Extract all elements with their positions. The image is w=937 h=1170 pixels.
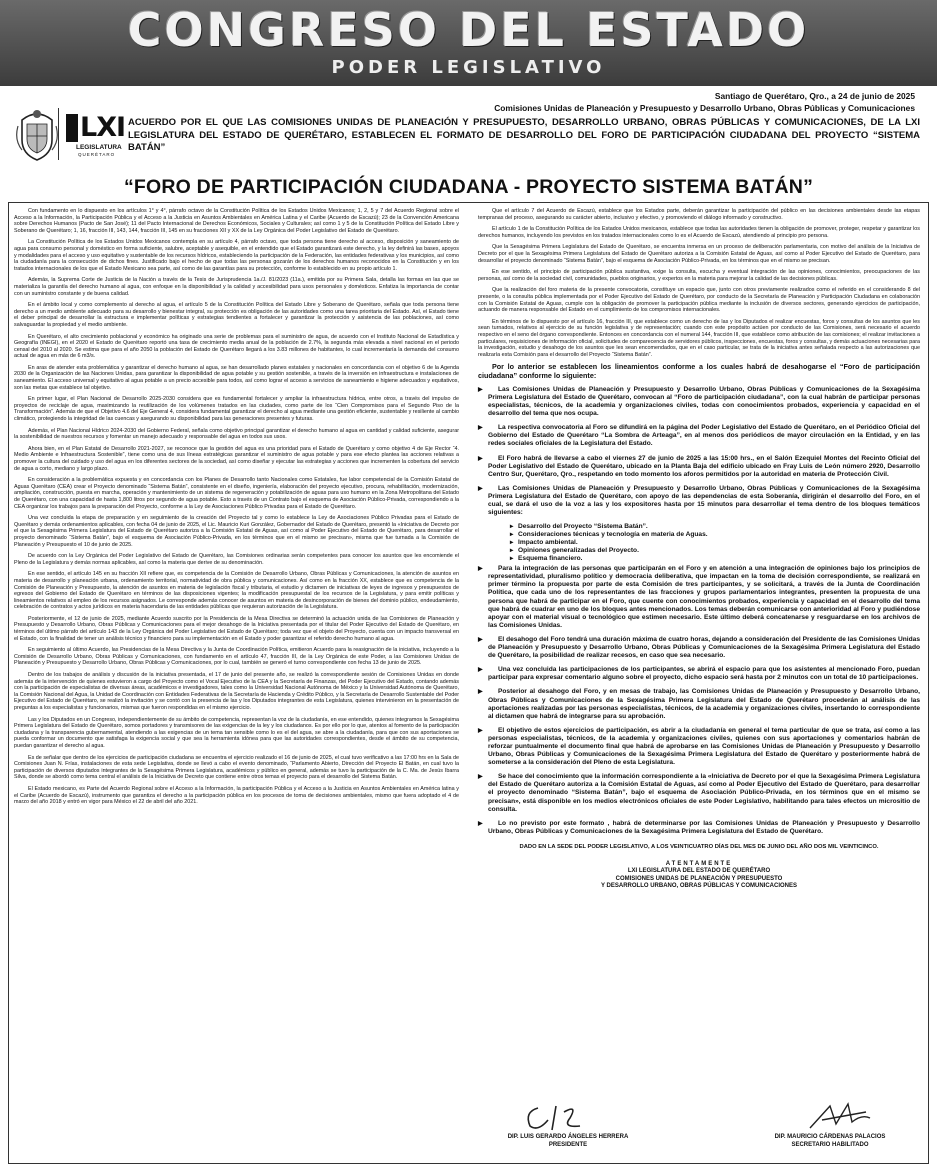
lxi-number: LXI — [80, 112, 126, 143]
paragraph: Dentro de los trabajos de análisis y discusión de la iniciativa presentada, el 17 de junio del presente año, se realizó la correspondiente sesión de Comisiones Unidas en donde además de la intervención de quienes estuvieron a cargo del Proyecto como el Vocal Ejecutivo de la CEA y la Secretaría de Finanzas, del Poder Ejecutivo del Estado, contando además con la participación de especialistas de diversas áreas, académicos e investigadores, tales como la Universidad Nacional Autónoma de México y la Universidad Autónoma de Querétaro, la Comisión Nacional del Agua, la Unidad de Coordinación con Entidades Federativas de la Secretaría de Hacienda y Crédito Público, y la Secretaría de Desarrollo Sustentable del Poder Ejecutivo del Estado de Querétaro, se realizó la invitación y se contó con la presencia de las y los Diputados integrantes de esta Legislatura, quienes intervinieron en la presentación de preguntas a los especialistas y funcionarios, mismas que fueron respondidas en el mismo ejercicio. — [14, 672, 459, 711]
lxi-logo — [66, 112, 126, 160]
date-text: Santiago de Querétaro, Qro., a 24 de junio de 2025 — [714, 91, 915, 101]
topic-item: ▸ Consideraciones técnicas y tecnología en materia de Aguas. — [510, 531, 920, 539]
dado-statement: DADO EN LA SEDE DEL PODER LEGISLATIVO, A LOS VEINTICUATRO DÍAS DEL MES DE JUNIO DEL AÑO DOS MIL VEINTICINCO. — [519, 843, 879, 850]
committees-text: Comisiones Unidas de Planeación y Presupuesto y Desarrollo Urbano, Obras Públicas y Comunicaciones — [494, 103, 915, 113]
paragraph: En el ámbito local y como complemento al derecho al agua, el artículo 5 de la Constitución Política del Estado Libre y Soberano de Querétaro, señala que toda persona tiene derecho a un medio ambiente adecuado para su desarrollo y bienestar integral, su protección es obligación de las autoridades como una tarea prioritaria del Estado. Así, el Estado tiene el deber principal de desarrollar la estructura e implementar políticas y estrategias tendientes a fortalecer y garantizar la protección y asistencia de las poblaciones, así como salvaguardar la propiedad y el medio ambiente. — [14, 302, 459, 328]
signature-scribble-icon — [508, 1100, 628, 1134]
paragraph: Una vez concluida la etapa de preparación y en seguimiento de la creación del Proyecto tal y como lo establece la Ley de Asociaciones Público Privadas para el Estado de Querétaro y demás ordenamientos aplicables, con fecha 04 de junio de 2025, el Lic. Mauricio Kuri González, Gobernador del Estado de Querétaro, presentó la «Iniciativa de Decreto por el que la Sexagésima Primera Legislatura del Estado de Querétaro autoriza a la Comisión Estatal de Aguas, así como al Poder Ejecutivo del Estado de Querétaro, para desarrollar el proyecto denominado “Sistema Batán”, bajo el esquema de Asociación Público-Privada, en los términos que en el mismo se precisan», misma que fue turnada a la Comisión de Planeación y Presupuesto el 10 de junio de 2025. — [14, 515, 459, 548]
guideline-item: ▶ Se hace del conocimiento que la información correspondiente a la «Iniciativa de Decreto por el que la Sexagésima Primera Legislatura del Estado de Querétaro autoriza a la Comisión Estatal de Aguas, así como al Poder Ejecutivo del Estado de Querétaro, para desarrollar el proyecto denominado “Sistema Batán”, bajo el esquema de Asociación Público-Privada, en los términos que en el mismo se precisan», está disponible en los medios electrónicos oficiales de este Poder Legislativo, habilitando para tales efectos un micrositio de consulta. — [478, 773, 920, 813]
paragraph: Además, la Suprema Corte de Justicia de la Nación a través de la Tesis de Jurisprudencia 1a./J. 81/2023 (11a.), emitida por su Primera Sala, detalla las formas en las que se materializa la garantía del derecho humano al agua, con enfoque en la disponibilidad y la calidad y accesibilidad para usos personales y domésticos. Enfatiza la importancia de contar con un suministro constante y de buena calidad. — [14, 277, 459, 297]
paragraph: El Estado mexicano, es Parte del Acuerdo Regional sobre el Acceso a la Información, la participación Pública y el Acceso a la Justicia en Asuntos Ambientales en América latina y el Caribe (Acuerdo de Escazú), instrumento que garantiza el derecho a la participación pública en los procesos de toma de decisiones ambientales, mismo que fuera adoptado el 4 de marzo del año 2018 y entró en vigor para México el 22 de abril del año 2021. — [14, 785, 459, 806]
paragraph: Que la Sexagésima Primera Legislatura del Estado de Querétaro, se encuentra inmersa en un proceso de deliberación parlamentaria, con motivo del análisis de la Iniciativa de Decreto por el que la Sexagésima Primera Legislatura del Estado de Querétaro autoriza a la Comisión Estatal de Aguas, así como al Poder Ejecutivo del Estado de Querétaro, para desarrollar el proyecto denominado “Sistema Batán”, bajo el esquema de Asociación Público-Privada, en los términos que en el mismo se precisan. — [478, 244, 920, 264]
atentamente-line: COMISIONES UNIDAS DE PLANEACIÓN Y PRESUPUESTO — [615, 875, 783, 882]
paragraph: La Constitución Política de los Estados Unidos Mexicanos contempla en su artículo 4, párrafo octavo, que toda persona tiene derecho al acceso, disposición y saneamiento de agua para consumo personal y doméstico en forma suficiente, salubre, aceptable y asequible, en el entendido que el Estado garantizará este derecho, y la ley definirá las bases, apoyos y modalidades para el acceso y uso equitativo y sustentable de los recursos hídricos, estableciendo la participación de la Federación, las entidades federativas y los municipios, así como la ciudadanía para la consecución de dichos fines. Justificado bajo el hecho de que todas las personas gozarán de los derechos humanos reconocidos en la Constitución y en los tratados internacionales de los que el Estado Mexicano sea parte, así como de las garantías para su protección, conforme lo establecido en su propio artículo 1. — [14, 239, 459, 272]
paragraph: Que el artículo 7 del Acuerdo de Escazú, establece que los Estados parte, deberán garantizar la participación del público en las decisiones ambientales desde las etapas tempranas del proceso, asegurando su carácter abierto, inclusivo y efectivo, y promoviendo el diálogo informado y constructivo. — [478, 208, 920, 221]
paragraph: En términos de lo dispuesto por el artículo 16, fracción III, que establece como un derecho de las y los Diputados el realizar encuestas, foros y consultas de los asuntos que les sean turnados, relativos al ejercicio de su función legislativa y de representación; cuando con este propósito actúen por conducto de las Comisiones, será necesario el acuerdo respectivo en el seno del órgano correspondiente. Entonces en concordancia con el numeral 144, fracción III, que establece como atribución de las comisiones; el realizar invitaciones a particulares, requisiciones de información oficial, solicitudes de comparecencia de servidores públicos, inspecciones, encuestas, foros y consultas, y demás actuaciones necesarias para la investigación, estudio y desahogo de los asuntos que les sean encomendados, que en el caso particular, se trata de la iniciativa antes señalada respecto a las autorizaciones que realizaría esta Comisión para el desarrollo del Proyecto “Sistema Batán”. — [478, 318, 920, 358]
signer-right — [740, 1100, 920, 1149]
topic-item: ▸ Impacto ambiental. — [510, 539, 920, 547]
topic-item: ▸ Desarrollo del Proyecto “Sistema Batán”. — [510, 523, 920, 531]
signer-name: DIP. MAURICIO CÁRDENAS PALACIOS — [774, 1134, 886, 1140]
lxi-label: LEGISLATURA — [76, 144, 122, 151]
paragraph: Ahora bien, en el Plan Estatal de Desarrollo 2021-2027, se reconoce que la gestión del agua es una prioridad para el Estado de Querétaro y como objetivo 4 de Eje Rector “4. Medio Ambiente e Infraestructura Sostenible”, tiene como una de sus líneas estratégicas garantizar el suministro de agua potable y para ese efecto plantea las acciones relativas a promover la cultura del cuidado y uso del agua en los diferentes sectores de la sociedad, así como diseñar y ejecutar las estrategias y acciones que incrementen la cobertura del servicio de agua a corto, mediano y largo plazo. — [14, 445, 459, 472]
paragraph: Las y los Diputados en un Congreso, independientemente de su ámbito de competencia, representan la voz de la ciudadanía, en ese entendido, quienes integramos la Sexagésima Primera Legislatura del Estado de Querétaro, somos portadores y transmisores de las exigencias de la ley y los ciudadanos. Es por ello por lo que, atentos al fomento de la participación ciudadana y la transparencia gubernamental, atendiendo a las exigencias de un tema tan sensible como lo es el del agua, se abre a la ciudadanía, para que con sus aportaciones se pueda conformar un documento que satisfaga la exigencia social y que sea la herramienta idónea para que las autoridades correspondientes, desde el ámbito de su competencia, puedan garantizar el derecho al agua. — [14, 716, 459, 749]
signer-role: PRESIDENTE — [548, 1141, 588, 1148]
topic-item: ▸ Esquema financiero. — [510, 555, 920, 563]
signer-name: DIP. LUIS GERARDO ÁNGELES HERRERA — [507, 1134, 629, 1140]
paragraph: En consideración a la problemática expuesta y en concordancia con los Planes de Desarrollo tanto Nacionales como Estatales, fue labor competencial de la Comisión Estatal de Aguas Querétaro (CEA) crear el Proyecto denominado “Sistema Batán”, consistente en el diseño, ingeniería, elaboración del proyecto ejecutivo, procura, rehabilitación, modernización, ampliación, construcción, puesta en marcha, operación y mantenimiento de un sistema de regeneración y potabilización de aguas para uso humano en la Zona Metropolitana del Estado de Querétaro, con una capacidad de hasta 1,800 litros por segundo de agua potable. Esto a través de un Contrato bajo el esquema de Asociación Público-Privada, correspondiendo a la CEA organizar los trabajos para la preparación del Proyecto, conforme a la Ley de Asociaciones Público Privadas para el Estado de Querétaro. — [14, 477, 459, 510]
topic-list — [510, 523, 920, 563]
atentamente-label: ATENTAMENTE — [665, 860, 733, 867]
guideline-item: ▶ Lo no previsto por este formato , habrá de determinarse por las Comisiones Unidas de Planeación y Presupuesto y Desarrollo Urbano, Obras Públicas y Comunicaciones de la Sexagésima Primera Legislatura del Estado de Querétaro. — [478, 820, 920, 836]
paragraph: En primer lugar, el Plan Nacional de Desarrollo 2025-2030 considera que es fundamental fortalecer y ampliar la infraestructura hídrica, entre otros, a través del impulso de proyectos de reciclaje de agua, maximizando la reutilización de los volúmenes tratados en las ciudades, como parte de los “Cien Compromisos para el Segundo Piso de la Transformación”. Además de que el Objetivo 4.6 del Eje General 4, considera fundamental garantizar el derecho al agua mediante una gestión eficiente, sustentable y resiliente al cambio climático, protegiendo la integridad de las cuencas y asegurando su disponibilidad para las generaciones presentes y futuras. — [14, 396, 459, 423]
guideline-item: ▶ Las Comisiones Unidas de Planeación y Presupuesto y Desarrollo Urbano, Obras Públicas y Comunicaciones de la Sexagésima Primera Legislatura del Estado de Querétaro, con apoyo de las dependencias de esta Soberanía, dirigirán el desarrollo del Foro, en el cual, se dará el uso de la voz a las y los expositores hasta por 15 minutos para desarrollar el tema dentro de los bloques temáticos siguientes: — [478, 485, 920, 517]
guideline-item: ▶ La respectiva convocatoria al Foro se difundirá en la página del Poder Legislativo del Estado de Querétaro, en el Periódico Oficial del Gobierno del Estado de Querétaro “La Sombra de Arteaga”, en al menos dos periódicos de mayor circulación en la Entidad, y en las redes sociales oficiales de la Legislatura del Estado. — [478, 424, 920, 448]
paragraph: Posteriormente, el 12 de junio de 2025, mediante Acuerdo suscrito por la Presidencia de la Mesa Directiva se determinó la actuación unida de las Comisiones de Planeación y Presupuesto y Desarrollo Urbano, Obras Públicas y Comunicaciones para el mejor desahogo de la Iniciativa presentada por el titular del Poder Ejecutivo del Estado de Querétaro, en términos del último párrafo del artículo 143 de la Ley Orgánica del Poder Legislativo del Estado de Querétaro; toda vez que el objeto del Proyecto, cuenta con un impacto transversal en el Estado, con la finalidad de tener un análisis técnico y financiero para su implementación en el Estado y poder garantizar el referido derecho humano al agua. — [14, 615, 459, 642]
guideline-item: ▶ Las Comisiones Unidas de Planeación y Presupuesto y Desarrollo Urbano, Obras Públicas y Comunicaciones de la Sexagésima Primera Legislatura del Estado de Querétaro, convocan al “Foro de participación ciudadana”, con la cual habrán de participar personas especialistas, técnicos, de la academia y organizaciones civiles, todas con conocimientos probados, experiencia y capacidad en el desarrollo del tema que nos ocupa. — [478, 386, 920, 418]
guideline-item: ▶ Para la integración de las personas que participarán en el Foro y en atención a una integración de opiniones bajo los principios de representatividad, pluralismo político y democracia deliberativa, que impactan en la toma de decisión correspondiente, se realizará en primer término la propuesta por parte de esta Comisión de tres participantes, y se solicitará, a través de la Junta de Coordinación Política, que cada uno de los representantes de las fracciones y grupos parlamentarios integrantes, presenten la propuesta de una persona que habrá de participar en el Foro, que cuente con conocimientos probados, experiencia y capacidad en el desarrollo del tema que habrá de cuadrar en uno de los bloques antes mencionados. Los temas deberán comunicarse con anterioridad al Foro y pudiéndose apoyar con el material visual o tecnológico que estimen necesario. Este último deberá concatenarse y resguardarse en los archivos de las Comisiones Unidas. — [478, 565, 920, 630]
paragraph: Además, el Plan Nacional Hídrico 2024-2030 del Gobierno Federal, señala como objetivo principal garantizar el derecho humano al agua en cantidad y calidad suficiente, asegurar la sostenibilidad de nuestros recursos y fomentar un manejo adecuado y responsable del agua en todos sus usos. — [14, 427, 459, 441]
dateline — [494, 90, 915, 114]
atentamente-block — [478, 861, 920, 891]
lxi-state: QUERÉTARO — [78, 152, 116, 157]
guideline-item: ▶ Una vez concluida las participaciones de los participantes, se abrirá el espacio para que los asistentes al mencionado Foro, puedan participar para expresar comentario alguno sobre el proyecto, dicho espacio será hasta por 2 minutos con un total de 10 participaciones. — [478, 666, 920, 682]
logo-divider — [58, 108, 59, 160]
masthead-subtitle: PODER LEGISLATIVO — [331, 57, 606, 78]
masthead-banner — [0, 0, 937, 86]
atentamente-line: Y DESARROLLO URBANO, OBRAS PÚBLICAS Y COMUNICACIONES — [600, 883, 798, 890]
paragraph: Con fundamento en lo dispuesto en los artículos 1° y 4°, párrafo octavo de la Constitución Política de los Estados Unidos Mexicanos; 1, 2, 5 y 7 del Acuerdo Regional sobre el Acceso a la Información, la Participación Pública y el Acceso a la Justicia en Asuntos Ambientales en América Latina y el Caribe (Acuerdo de Escazú); 23 de la Convención Americana sobre Derechos Humanos (Pacto de San José); 11 del Pacto Internacional de Derechos Económicos, Sociales y Culturales; así como 1 y 5 de la Constitución Política del Estado Libre y Soberano de Querétaro; 1, 16, fracción III, 143, 144, fracción III, 145 en su fracciones XII y XX de la Ley Orgánica del Poder Legislativo del Estado de Querétaro. — [14, 208, 459, 234]
guidelines-intro: Por lo anterior se establecen los lineamientos conforme a los cuales habrá de desahogarse el “Foro de participación ciudadana” conforme lo siguiente: — [478, 362, 920, 381]
signature-block — [478, 1100, 920, 1156]
masthead-title: CONGRESO DEL ESTADO — [127, 3, 810, 57]
lxi-logo-bar — [66, 114, 78, 142]
topic-item: ▸ Opiniones generalizadas del Proyecto. — [510, 547, 920, 555]
guideline-item: ▶ El Foro habrá de llevarse a cabo el viernes 27 de junio de 2025 a las 15:00 hrs., en el Salón Ezequiel Montes del Recinto Oficial del Poder Legislativo del Estado de Querétaro, ubicado en la Planta Baja del edificio ubicado en Fray Luis de León número 2920, Desarrollo Centro Sur, Querétaro, Qro., respetando en todo momento los aforos permitidos por la autoridad en materia de Protección Civil. — [478, 455, 920, 479]
paragraph: En seguimiento al último Acuerdo, las Presidencias de la Mesa Directiva y la Junta de Coordinación Política, emitieron Acuerdo para la reasignación de la iniciativa, incluyendo a la Comisión de Desarrollo Urbano, Obras Públicas y Comunicaciones, con fundamento en el artículo 47, fracción III, de la Ley Orgánica de este Poder, a las Comisiones Unidas de Planeación y Presupuesto y Desarrollo Urbano, Obras Públicas y Comunicaciones, por lo cual, también se generó el turno correspondiente con fecha 13 de junio de 2025. — [14, 647, 459, 667]
coat-of-arms-icon — [14, 106, 60, 164]
signer-left — [478, 1100, 658, 1149]
paragraph: El artículo 1 de la Constitución Política de los Estados Unidos mexicanos, establece que todas las autoridades tienen la obligación de promover, proteger, respetar y garantizar los derechos humanos, incluyendo los previstos en los tratados internacionales como lo es el Acuerdo de Escazú, atendiendo al principio pro persona. — [478, 226, 920, 239]
atentamente-line: LXI LEGISLATURA DEL ESTADO DE QUERÉTARO — [627, 868, 771, 875]
guideline-item: ▶ El objetivo de estos ejercicios de participación, es abrir a la ciudadanía en general el tema particular de que se trata, así como a las personas especialistas, técnicos, de la academia y organizaciones civiles, quienes con sus aportaciones y comentarios habrán de reforzar puntualmente el documento final que habrá de aprobarse en las Comisiones Unidas de Planeación y Presupuesto y Desarrollo Urbano, Obras Públicas y Comunicaciones de la Sexagésima Primera Legislatura del Estado de Querétaro y posteriormente habrá de someterse a la consideración del Pleno de esta Legislatura. — [478, 727, 920, 767]
paragraph: En ese sentido, el principio de participación pública sustantiva, exige la consulta, escucha y eventual integración de las opiniones, conocimientos, preocupaciones de las personas, así como de la sociedad civil, comunidades, pueblos originarios, y expertos en la materia para mejorar la calidad de las decisiones públicas. — [478, 269, 920, 282]
paragraph: Es de señalar que dentro de los ejercicios de participación ciudadana se encuentra el ejercicio realizado el 16 de junio de 2025, el cual tuvo verificativo a las 17:00 hrs en la Sala de Comisiones Juan N. Frías, instalaciones de esta sede Legislativa, donde se llevó a cabo el evento denominado, “Parlamento Abierto, Dirección del Proyecto El Batán, en cual tuvo la participación de diversos diputados integrantes de la Sexagésima Primera Legislatura, académicos y público en general, además se tuvo la participación de la C. Ma. de Jesús Ibarra Silva, donde se abordó como tema central el análisis de la Iniciativa de Decreto que contiene entre otros temas el proyecto para el desarrollo del Sistema Batán. — [14, 754, 459, 781]
paragraph: En aras de atender esta problemática y garantizar el derecho humano al agua, se han desarrollado planes estatales y nacionales en concordancia con el objetivo 6 de la Agenda 2030 de la Organización de las Naciones Unidas, para garantizar la disponibilidad de agua potable y su gestión sostenible, a través de la inversión en infraestructura e instalaciones de saneamiento. El acceso universal y equitativo al agua potable a un precio accesible para todos, así como lograr el acceso a servicios de saneamiento e higiene adecuados y equitativos, son las metas que establece tal objetivo. — [14, 364, 459, 391]
signature-scribble-icon — [770, 1100, 890, 1134]
guideline-item: ▶ El desahogo del Foro tendrá una duración máxima de cuatro horas, dejando a consideración del Presidente de las Comisiones Unidas de Planeación y Presupuesto y Desarrollo Urbano, Obras Públicas y Comunicaciones de la Sexagésima Primera Legislatura del Estado de Querétaro, la posibilidad de realizar recesos, en caso que sea necesario. — [478, 636, 920, 660]
paragraph: De acuerdo con la Ley Orgánica del Poder Legislativo del Estado de Querétaro, las Comisiones ordinarias serán competentes para conocer los asuntos que les encomiende el Pleno de la Legislatura y demás normas aplicables, así como la materia que derive de su denominación. — [14, 553, 459, 566]
signer-role: SECRETARIO HABILITADO — [791, 1141, 869, 1148]
left-column — [14, 208, 459, 811]
acuerdo-title: ACUERDO POR EL QUE LAS COMISIONES UNIDAS DE PLANEACIÓN Y PRESUPUESTO, DESARROLLO URBANO, OBRAS PÚBLICAS Y COMUNICACIONES, DE LA LXI LEGISLATURA DEL ESTADO DE QUERÉTARO, ESTABLECEN EL FORMATO DE DESARROLLO DEL FORO DE PARTICIPACIÓN CIUDADANA DEL PROYECTO “SISTEMA BATÁN” — [128, 117, 920, 153]
paragraph: En Querétaro, el alto crecimiento poblacional y económico ha originado una serie de problemas para el suministro de agua, de acuerdo con el Instituto Nacional de Estadística y Geografía (INEGI), en el 2020 el Estado de Querétaro reportó una tasa de crecimiento media anual de la población de 2.7%, la segunda más elevada a nivel nacional en el periodo censal del 2010 al 2020. Se estima que para el año 2050 la población del Estado de Querétaro llegará a los 3.83 millones de habitantes, lo cual incrementaría la demanda del consumo actual de agua en más de 6 m3/s. — [14, 333, 459, 360]
paragraph: Que la realización del foro materia de la presente convocatoria, constituye un espacio que, junto con otros previamente realizados como el referido en el considerando 8 del presente, o la consulta pública implementada por el Poder Ejecutivo del Estado de Querétaro, por conducto de la Secretaría de Planeación y Participación Ciudadana en colaboración con la Comisión Estatal de Aguas, cumple con la obligación de promover la participación pública mediante la inclusión de diversos sectores, generando ejercicios de participación, actuando de manera responsable del Estado en el cumplimiento de los compromisos internacionales. — [478, 287, 920, 314]
guideline-item: ▶ Posterior al desahogo del Foro, y en mesas de trabajo, las Comisiones Unidas de Planeación y Presupuesto y Desarrollo Urbano, Obras Públicas y Comunicaciones de la Sexagésima Primera Legislatura del Estado de Querétaro procederán al análisis de las aportaciones realizadas por las personas especialistas, técnicos, de la academia y organizaciones civiles, insertando lo correspondiente al dictamen que habrá de integrarse para su aprobación. — [478, 688, 920, 720]
paragraph: En ese sentido, el artículo 145 en su fracción XII refiere que, es competencia de la Comisión de Desarrollo Urbano, Obras Públicas y Comunicaciones, la atención de asuntos en materia de desarrollo y planeación urbana, ordenamiento territorial, normatividad de obra pública y comunicaciones. Así como en la fracción XX, establece que es competencia de la Comisión de Planeación y Presupuesto, la atención de asuntos en materia de legislación fiscal y tributaria, el estudio y dictamen de iniciativas de leyes de ingresos y presupuestos de egresos del Gobierno del Estado de Querétaro en términos de las disposiciones vigentes; la modificación presupuestal de los recursos de la Legislatura, y para emitir políticas y lineamientos relativos al empleo de los recursos asignados. Le corresponde además conocer de asuntos en materia de desincorporación de bienes del dominio público, endeudamiento, celebración de contratos y actos jurídicos en materia hacendaria de las entidades públicas que requieran autorización de la Legislatura. — [14, 571, 459, 611]
right-column — [478, 208, 920, 891]
page-title: “FORO DE PARTICIPACIÓN CIUDADANA - PROYECTO SISTEMA BATÁN” — [123, 176, 814, 198]
